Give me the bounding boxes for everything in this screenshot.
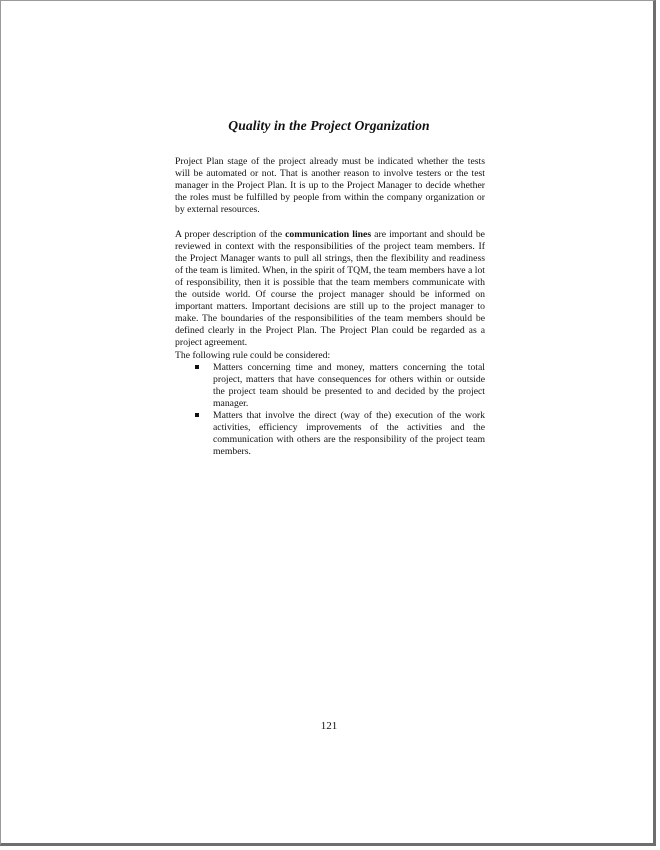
list-item	[175, 362, 485, 410]
section-title: Quality in the Project Organization	[228, 118, 430, 133]
page-number: 121	[320, 720, 338, 732]
rule-lead-in: The following rule could be considered:	[175, 349, 331, 361]
rules-list	[175, 362, 485, 459]
rule-text: Matters that involve the direct (way of the) execution of the work activities, efficiency improvements of the activities and the communication with others are the responsibility of the project team members.	[213, 409, 485, 458]
paragraph-text-before: A proper description of the	[175, 228, 286, 240]
square-bullet-icon	[195, 413, 199, 417]
paragraph-communication-lines	[175, 229, 485, 350]
square-bullet-icon	[195, 365, 199, 369]
paragraph-text-after: are important and should be reviewed in context with the responsibilities of the project team members. If the Project Manager wants to pull all strings, then the flexibility and readiness of the team is limited. When, in the spirit of TQM, the team members have a lot of responsibility, then it is possible that the team members communicate with the outside world. Of course the project manager should be informed on important matters. Important decisions are still up to the project manager to make. The boundaries of the responsibilities of the team members should be defined clearly in the Project Plan. The Project Plan could be regarded as a project agreement.	[175, 228, 485, 349]
rule-text: Matters concerning time and money, matters concerning the total project, matters that have consequences for others within or outside the project team should be presented to and decided by the project manager.	[213, 361, 485, 409]
list-item	[175, 410, 485, 458]
paragraph-project-plan: Project Plan stage of the project already must be indicated whether the tests will be automated or not. That is another reason to involve testers or the test manager in the Project Plan. It is up to the Project Manager to decide whether the roles must be fulfilled by people from within the company organization or by external resources.	[175, 156, 485, 216]
communication-lines-emphasis: communication lines	[285, 228, 372, 240]
body-text	[175, 156, 485, 458]
